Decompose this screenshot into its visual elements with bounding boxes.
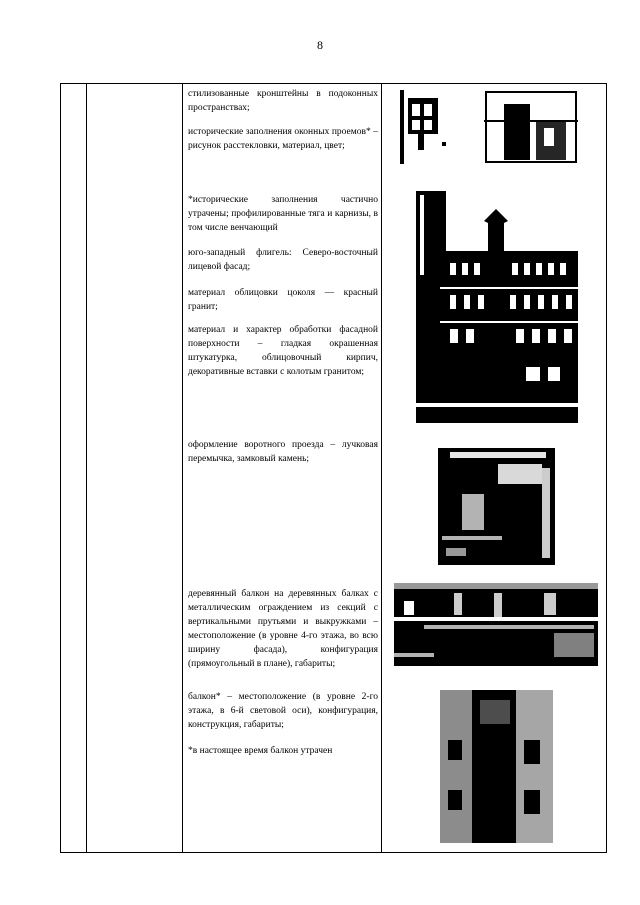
paragraph-gateway: оформление воротного проезда – лучковая перемычка, замковый камень; [188,440,378,464]
photo-balcony [394,583,598,666]
paragraph-balcony-2: балкон* – местоположение (в уровне 2-го этажа, в 6-й световой оси), конфигурация, конструкция, габариты; [188,692,378,730]
photo-window-detail-left [400,90,482,164]
photo-balcony-lost [440,690,553,843]
column-divider [182,84,183,852]
page-number: 8 [317,38,323,52]
photo-window-detail-right [484,90,578,164]
paragraph-balcony-lost: *в настоящее время балкон утрачен [188,746,333,756]
paragraph-plinth: материал облицовки цоколя — красный гранит; [188,288,378,312]
column-divider [381,84,382,852]
paragraph-wing: юго-западный флигель: Северо-восточный лицевой фасад; [188,248,378,272]
paragraph-wooden-balcony: деревянный балкон на деревянных балках с металлическим ограждением из секций с вертикальными прутьями и выкружками – местоположение (в уровне 4-го этажа, во всю ширину фасада), конфигурация (прямоугольный в плане), габариты; [188,589,378,669]
paragraph-facade-surface: материал и характер обработки фасадной поверхности – гладкая окрашенная штукатурка, облицовочный кирпич, декоративные вставки с колотым гранитом; [188,325,378,377]
paragraph-window-fills: исторические заполнения оконных проемов* – рисунок расстекловки, материал, цвет; [188,127,378,151]
column-divider [86,84,87,852]
paragraph-brackets: стилизованные кронштейны в подоконных пространствах; [188,89,378,113]
paragraph-lost-note: *исторические заполнения частично утрачены; профилированные тяга и карнизы, в том числе венчающий [188,195,378,233]
photo-facade [416,191,578,423]
photo-gateway [438,438,555,565]
